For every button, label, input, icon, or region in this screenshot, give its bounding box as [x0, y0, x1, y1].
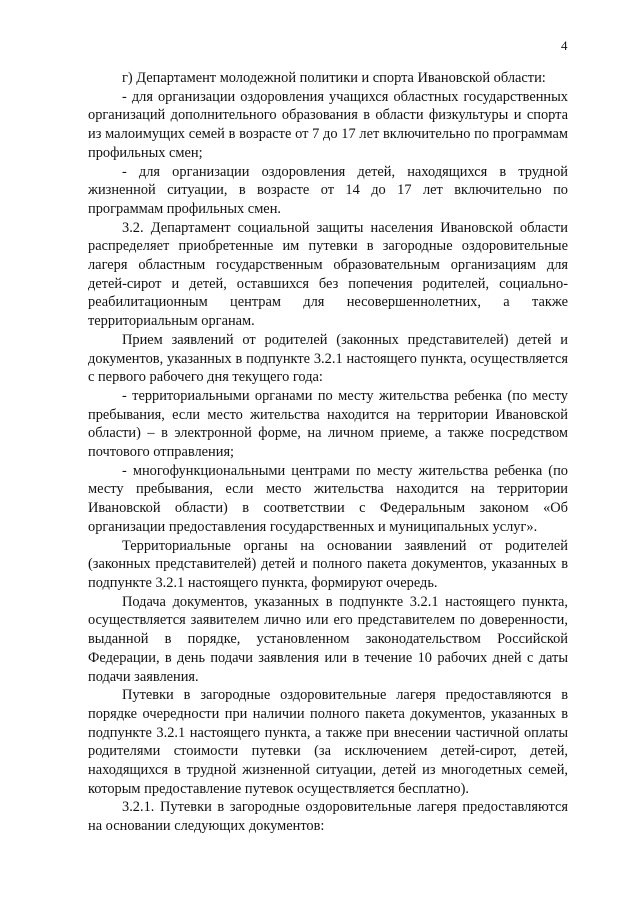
- paragraph-queue: Территориальные органы на основании заявлений от родителей (законных представителей) детей и полного пакета документов, указанных в подпункте 3.2.1 настоящего пункта, формируют очередь.: [88, 537, 568, 591]
- document-body: [88, 69, 568, 836]
- paragraph-department-youth: г) Департамент молодежной политики и спорта Ивановской области:: [122, 70, 546, 86]
- paragraph-3-2: 3.2. Департамент социальной защиты населения Ивановской области распределяет приобретенные им путевки в загородные оздоровительные лагеря областным государственным образовательным организациям для детей-сирот и детей, оставшихся без попечения родителей, социально-реабилитационным центрам для несовершеннолетних, а также территориальным органам.: [88, 219, 568, 330]
- paragraph-item-difficult-situation: - для организации оздоровления детей, находящихся в трудной жизненной ситуации, в возрасте от 14 до 17 лет включительно по программам профильных смен.: [88, 163, 568, 217]
- paragraph-item-sports-orgs: - для организации оздоровления учащихся областных государственных организаций дополнительного образования в области физкультуры и спорта из малоимущих семей в возрасте от 7 до 17 лет включительно по программам профильных смен;: [88, 88, 568, 161]
- paragraph-document-submission: Подача документов, указанных в подпункте 3.2.1 настоящего пункта, осуществляется заявителем лично или его представителем по доверенности, выданной в порядке, установленном законодательством Российской Федерации, в день подачи заявления или в течение 10 рабочих дней с даты подачи заявления.: [88, 593, 568, 685]
- paragraph-item-mfc: - многофункциональными центрами по месту жительства ребенка (по месту пребывания, если место жительства находится на территории Ивановской области) в соответствии с Федеральным законом «Об организации предоставления государственных и муниципальных услуг».: [88, 462, 568, 535]
- paragraph-3-2-1: 3.2.1. Путевки в загородные оздоровительные лагеря предоставляются на основании следующих документов:: [88, 799, 568, 835]
- paragraph-applications: Прием заявлений от родителей (законных представителей) детей и документов, указанных в подпункте 3.2.1 настоящего пункта, осуществляется с первого рабочего дня текущего года:: [88, 331, 568, 386]
- paragraph-item-territorial-bodies: - территориальными органами по месту жительства ребенка (по месту пребывания, если место жительства находится на территории Ивановской области) – в электронной форме, на личном приеме, а также посредством почтового отправления;: [88, 387, 568, 461]
- page-number: 4: [561, 38, 568, 53]
- paragraph-voucher-provision: Путевки в загородные оздоровительные лагеря предоставляются в порядке очередности при наличии полного пакета документов, указанных в подпункте 3.2.1 настоящего пункта, а также при внесении частичной оплаты родителями стоимости путевки (за исключением детей-сирот, детей, находящихся в трудной жизненной ситуации, детей из многодетных семей, которым предоставление путевок осуществляется бесплатно).: [88, 687, 568, 797]
